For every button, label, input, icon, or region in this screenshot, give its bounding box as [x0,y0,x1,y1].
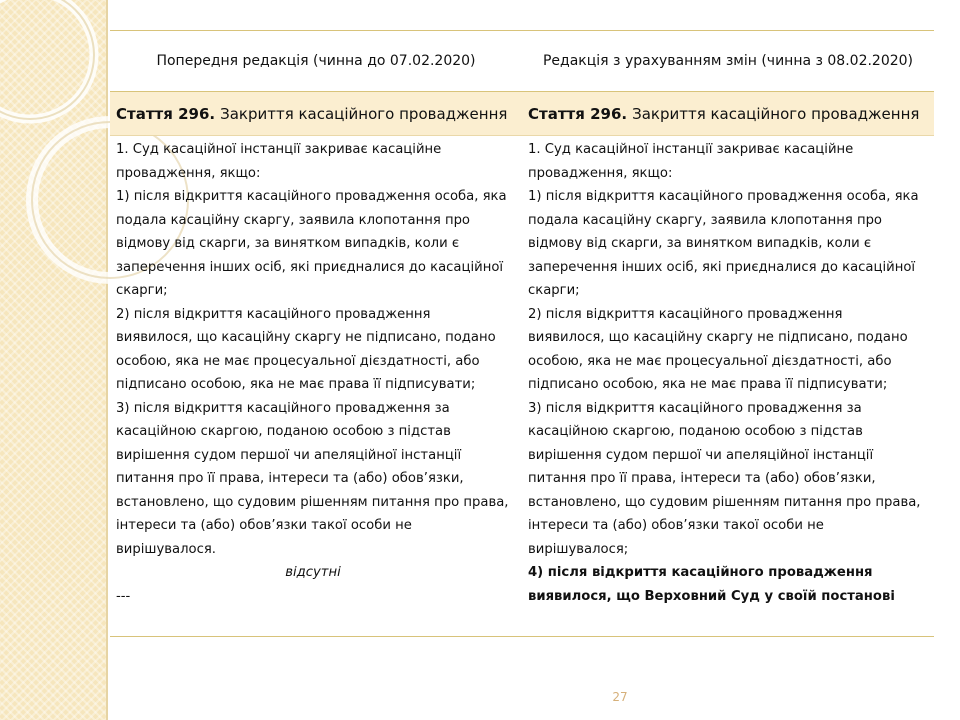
decorative-circles [0,0,120,260]
article-number-right: Стаття 296. [528,104,628,123]
right-item-3: 3) після відкриття касаційного провадження за касаційною скаргою, поданою особою з підстав вирішення судом першої чи апеляційної інстанції питання про її права, інтереси та (або) обов’язки, встановлено, що судовим рішенням питання про права, інтереси та (або) обов’язки такої особи не вирішувалося; [528,400,921,557]
table-header-row [110,30,934,92]
comparison-table [110,30,934,637]
article-row [110,92,934,136]
article-title-left [110,92,522,135]
right-item-2: 2) після відкриття касаційного провадження виявилося, що касаційну скаргу не підписано, подано особою, яка не має процесуальної дієздатності, або підписано особою, яка не має права її підписувати; [528,306,908,392]
left-absent-note: відсутні [285,565,341,580]
right-item-4-new: 4) після відкриття касаційного провадження виявилося, що Верховний Суд у своїй постанові [528,565,895,604]
page-number: 27 [612,690,628,704]
article-title-right [522,92,934,135]
article-body-row [110,136,934,637]
left-item-3: 3) після відкриття касаційного провадження за касаційною скаргою, поданою особою з підстав вирішення судом першої чи апеляційної інстанції питання про її права, інтереси та (або) обов’язки, встановлено, що судовим рішенням питання про права, інтереси та (або) обов’язки такої особи не вирішувалося. [116,400,509,557]
new-edition-text [522,136,934,636]
right-item-1: 1) після відкриття касаційного провадження особа, яка подала касаційну скаргу, заявила клопотання про відмову від скарги, за винятком випадків, коли є заперечення інших осіб, які приєдналися до касаційної скарги; [528,189,919,298]
article-name-right: Закриття касаційного провадження [632,104,920,123]
left-dashes: --- [116,588,131,604]
header-new-edition: Редакція з урахуванням змін (чинна з 08.02.2020) [542,53,914,69]
left-item-1: 1) після відкриття касаційного провадження особа, яка подала касаційну скаргу, заявила клопотання про відмову від скарги, за винятком випадків, коли є заперечення інших осіб, які приєдналися до касаційної скарги; [116,189,507,298]
left-intro: 1. Суд касаційної інстанції закриває касаційне провадження, якщо: [116,142,442,181]
left-item-2: 2) після відкриття касаційного провадження виявилося, що касаційну скаргу не підписано, подано особою, яка не має процесуальної дієздатності, або підписано особою, яка не має права її підписувати; [116,306,496,392]
article-name-left: Закриття касаційного провадження [220,104,508,123]
previous-edition-text [110,136,522,636]
header-previous-edition: Попередня редакція (чинна до 07.02.2020) [156,53,476,69]
right-intro: 1. Суд касаційної інстанції закриває касаційне провадження, якщо: [528,142,854,181]
article-number-left: Стаття 296. [116,104,216,123]
